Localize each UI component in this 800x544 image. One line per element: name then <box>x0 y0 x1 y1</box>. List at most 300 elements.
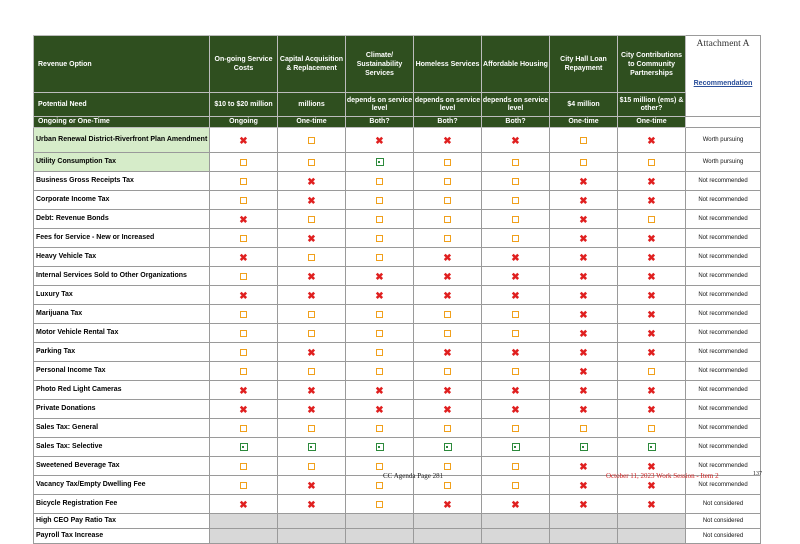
red-x-icon: ✖ <box>375 386 384 397</box>
red-x-icon: ✖ <box>579 310 588 321</box>
red-x-icon: ✖ <box>239 500 248 511</box>
revenue-option-label: Bicycle Registration Fee <box>34 495 210 514</box>
revenue-option-label: Motor Vehicle Rental Tax <box>34 324 210 343</box>
attachment-label: Attachment A <box>696 39 750 49</box>
mark-cell <box>482 400 550 419</box>
red-x-icon: ✖ <box>443 348 452 359</box>
table-row <box>34 381 761 400</box>
empty-cell <box>618 529 686 544</box>
mark-cell <box>482 229 550 248</box>
orange-box-icon <box>376 501 383 508</box>
recommendation-value: Not recommended <box>686 229 761 248</box>
recommendation-value: Not recommended <box>686 400 761 419</box>
recommendation-value: Not recommended <box>686 305 761 324</box>
mark-cell <box>550 128 618 153</box>
mark-cell <box>278 438 346 457</box>
empty-cell <box>210 514 278 529</box>
agenda-page-label: CC Agenda Page 281 <box>383 472 444 480</box>
mark-cell <box>210 476 278 495</box>
mark-cell <box>278 248 346 267</box>
potential-need-c2: millions <box>278 93 346 117</box>
mark-cell <box>278 153 346 172</box>
orange-box-icon <box>376 425 383 432</box>
orange-box-icon <box>444 235 451 242</box>
mark-cell <box>278 400 346 419</box>
table-row <box>34 419 761 438</box>
empty-cell <box>550 529 618 544</box>
header-revenue-option: Revenue Option <box>34 36 210 93</box>
orange-box-icon <box>240 330 247 337</box>
red-x-icon: ✖ <box>443 386 452 397</box>
mark-cell <box>618 305 686 324</box>
orange-box-icon <box>240 349 247 356</box>
mark-cell <box>346 267 414 286</box>
green-box-icon <box>580 443 588 451</box>
mark-cell <box>278 381 346 400</box>
red-x-icon: ✖ <box>579 462 588 473</box>
mark-cell <box>550 438 618 457</box>
red-x-icon: ✖ <box>647 291 656 302</box>
mark-cell <box>550 324 618 343</box>
revenue-option-label: Sales Tax: Selective <box>34 438 210 457</box>
header-affordable-housing: Affordable Housing <box>482 36 550 93</box>
mark-cell <box>414 128 482 153</box>
ongoing-c5: Both? <box>482 117 550 128</box>
orange-box-icon <box>512 425 519 432</box>
potential-need-label: Potential Need <box>34 93 210 117</box>
mark-cell <box>278 362 346 381</box>
orange-box-icon <box>512 235 519 242</box>
red-x-icon: ✖ <box>647 310 656 321</box>
red-x-icon: ✖ <box>579 196 588 207</box>
table-row <box>34 343 761 362</box>
orange-box-icon <box>376 235 383 242</box>
mark-cell <box>346 229 414 248</box>
ongoing-label: Ongoing or One-Time <box>34 117 210 128</box>
mark-cell <box>414 305 482 324</box>
table-row <box>34 210 761 229</box>
red-x-icon: ✖ <box>579 500 588 511</box>
mark-cell <box>278 286 346 305</box>
green-box-icon <box>240 443 248 451</box>
red-x-icon: ✖ <box>443 253 452 264</box>
mark-cell <box>618 153 686 172</box>
red-x-icon: ✖ <box>443 291 452 302</box>
orange-box-icon <box>308 137 315 144</box>
mark-cell <box>210 343 278 362</box>
mark-cell <box>346 248 414 267</box>
orange-box-icon <box>512 178 519 185</box>
table-row <box>34 400 761 419</box>
table-row <box>34 286 761 305</box>
table-row <box>34 172 761 191</box>
orange-box-icon <box>580 159 587 166</box>
orange-box-icon <box>648 159 655 166</box>
red-x-icon: ✖ <box>239 291 248 302</box>
mark-cell <box>278 210 346 229</box>
revenue-option-label: Heavy Vehicle Tax <box>34 248 210 267</box>
mark-cell <box>278 457 346 476</box>
recommendation-value: Not recommended <box>686 324 761 343</box>
mark-cell <box>482 495 550 514</box>
orange-box-icon <box>240 368 247 375</box>
table-row <box>34 191 761 210</box>
mark-cell <box>618 495 686 514</box>
mark-cell <box>346 438 414 457</box>
table-row <box>34 248 761 267</box>
recommendation-value: Worth pursuing <box>686 128 761 153</box>
table-row <box>34 229 761 248</box>
red-x-icon: ✖ <box>647 329 656 340</box>
mark-cell <box>550 305 618 324</box>
table-row <box>34 529 761 544</box>
red-x-icon: ✖ <box>647 405 656 416</box>
mark-cell <box>550 495 618 514</box>
red-x-icon: ✖ <box>307 234 316 245</box>
red-x-icon: ✖ <box>511 348 520 359</box>
mark-cell <box>482 267 550 286</box>
recommendation-value: Worth pursuing <box>686 153 761 172</box>
orange-box-icon <box>308 216 315 223</box>
empty-cell <box>414 514 482 529</box>
mark-cell <box>618 210 686 229</box>
orange-box-icon <box>308 254 315 261</box>
revenue-option-label: Luxury Tax <box>34 286 210 305</box>
revenue-options-table <box>33 35 761 544</box>
mark-cell <box>618 267 686 286</box>
mark-cell <box>550 343 618 362</box>
recommendation-value: Not recommended <box>686 210 761 229</box>
mark-cell <box>618 248 686 267</box>
mark-cell <box>618 400 686 419</box>
mark-cell <box>414 248 482 267</box>
mark-cell <box>414 495 482 514</box>
green-box-icon <box>512 443 520 451</box>
empty-cell <box>346 529 414 544</box>
empty-cell <box>550 514 618 529</box>
mark-cell <box>482 457 550 476</box>
orange-box-icon <box>240 425 247 432</box>
orange-box-icon <box>512 463 519 470</box>
recommendation-value: Not recommended <box>686 267 761 286</box>
red-x-icon: ✖ <box>511 500 520 511</box>
mark-cell <box>482 191 550 210</box>
revenue-option-label: Private Donations <box>34 400 210 419</box>
recommendation-value: Not recommended <box>686 191 761 210</box>
red-x-icon: ✖ <box>647 196 656 207</box>
mark-cell <box>210 267 278 286</box>
red-x-icon: ✖ <box>375 136 384 147</box>
red-x-icon: ✖ <box>579 253 588 264</box>
orange-box-icon <box>308 463 315 470</box>
potential-need-c4: depends on service level <box>414 93 482 117</box>
red-x-icon: ✖ <box>647 348 656 359</box>
mark-cell <box>210 400 278 419</box>
revenue-option-label: Marijuana Tax <box>34 305 210 324</box>
mark-cell <box>550 172 618 191</box>
orange-box-icon <box>376 178 383 185</box>
recommendation-link[interactable]: Recommendation <box>693 80 753 87</box>
mark-cell <box>618 172 686 191</box>
table-body <box>34 128 761 544</box>
revenue-option-label: Photo Red Light Cameras <box>34 381 210 400</box>
ongoing-c2: One-time <box>278 117 346 128</box>
mark-cell <box>210 210 278 229</box>
empty-cell <box>482 529 550 544</box>
mark-cell <box>482 362 550 381</box>
recommendation-value: Not recommended <box>686 362 761 381</box>
red-x-icon: ✖ <box>443 500 452 511</box>
orange-box-icon <box>512 197 519 204</box>
mark-cell <box>210 419 278 438</box>
mark-cell <box>278 229 346 248</box>
orange-box-icon <box>512 482 519 489</box>
orange-box-icon <box>240 463 247 470</box>
mark-cell <box>482 343 550 362</box>
recommendation-value: Not recommended <box>686 343 761 362</box>
empty-cell <box>414 529 482 544</box>
mark-cell <box>482 438 550 457</box>
header-ongoing-service-costs: On-going Service Costs <box>210 36 278 93</box>
potential-need-c7: $15 million (ems) & other? <box>618 93 686 117</box>
green-box-icon <box>376 443 384 451</box>
orange-box-icon <box>580 425 587 432</box>
red-x-icon: ✖ <box>307 481 316 492</box>
mark-cell <box>618 128 686 153</box>
red-x-icon: ✖ <box>239 215 248 226</box>
revenue-option-label: Utility Consumption Tax <box>34 153 210 172</box>
mark-cell <box>210 495 278 514</box>
red-x-icon: ✖ <box>307 272 316 283</box>
orange-box-icon <box>512 311 519 318</box>
revenue-option-label: Sweetened Beverage Tax <box>34 457 210 476</box>
green-box-icon <box>376 158 384 166</box>
mark-cell <box>414 267 482 286</box>
ongoing-c3: Both? <box>346 117 414 128</box>
mark-cell <box>550 286 618 305</box>
mark-cell <box>210 229 278 248</box>
red-x-icon: ✖ <box>579 405 588 416</box>
potential-need-c1: $10 to $20 million <box>210 93 278 117</box>
mark-cell <box>414 286 482 305</box>
mark-cell <box>618 324 686 343</box>
orange-box-icon <box>240 178 247 185</box>
mark-cell <box>278 419 346 438</box>
mark-cell <box>210 191 278 210</box>
mark-cell <box>414 438 482 457</box>
mark-cell <box>278 128 346 153</box>
mark-cell <box>278 191 346 210</box>
mark-cell <box>210 438 278 457</box>
revenue-option-label: Urban Renewal District-Riverfront Plan Amendment <box>34 128 210 153</box>
mark-cell <box>482 128 550 153</box>
orange-box-icon <box>240 311 247 318</box>
mark-cell <box>482 248 550 267</box>
ongoing-c1: Ongoing <box>210 117 278 128</box>
table-row <box>34 514 761 529</box>
red-x-icon: ✖ <box>307 386 316 397</box>
empty-cell <box>210 529 278 544</box>
recommendation-value: Not recommended <box>686 438 761 457</box>
red-x-icon: ✖ <box>579 329 588 340</box>
mark-cell <box>414 400 482 419</box>
mark-cell <box>346 191 414 210</box>
mark-cell <box>550 381 618 400</box>
recommendation-value: Not recommended <box>686 476 761 495</box>
recommendation-value: Not recommended <box>686 248 761 267</box>
orange-box-icon <box>512 368 519 375</box>
orange-box-icon <box>376 368 383 375</box>
mark-cell <box>346 343 414 362</box>
mark-cell <box>414 381 482 400</box>
mark-cell <box>210 305 278 324</box>
mark-cell <box>482 172 550 191</box>
mark-cell <box>346 495 414 514</box>
orange-box-icon <box>308 330 315 337</box>
revenue-option-label: Internal Services Sold to Other Organizations <box>34 267 210 286</box>
potential-need-c6: $4 million <box>550 93 618 117</box>
mark-cell <box>414 324 482 343</box>
mark-cell <box>482 381 550 400</box>
empty-cell <box>346 514 414 529</box>
mark-cell <box>550 191 618 210</box>
mark-cell <box>346 419 414 438</box>
mark-cell <box>210 248 278 267</box>
mark-cell <box>482 419 550 438</box>
revenue-option-label: Payroll Tax Increase <box>34 529 210 544</box>
ongoing-blank-cell <box>686 117 761 128</box>
revenue-option-label: Debt: Revenue Bonds <box>34 210 210 229</box>
red-x-icon: ✖ <box>647 234 656 245</box>
mark-cell <box>550 229 618 248</box>
mark-cell <box>414 419 482 438</box>
red-x-icon: ✖ <box>579 386 588 397</box>
header-city-contributions: City Contributions to Community Partnerships <box>618 36 686 93</box>
recommendation-value: Not recommended <box>686 172 761 191</box>
mark-cell <box>210 324 278 343</box>
empty-cell <box>482 514 550 529</box>
orange-box-icon <box>444 463 451 470</box>
orange-box-icon <box>376 349 383 356</box>
mark-cell <box>550 400 618 419</box>
orange-box-icon <box>444 216 451 223</box>
mark-cell <box>618 286 686 305</box>
mark-cell <box>346 153 414 172</box>
mark-cell <box>346 305 414 324</box>
red-x-icon: ✖ <box>307 405 316 416</box>
mark-cell <box>482 476 550 495</box>
orange-box-icon <box>580 137 587 144</box>
orange-box-icon <box>376 463 383 470</box>
recommendation-value: Not considered <box>686 529 761 544</box>
mark-cell <box>414 191 482 210</box>
red-x-icon: ✖ <box>239 136 248 147</box>
red-x-icon: ✖ <box>579 348 588 359</box>
mark-cell <box>278 495 346 514</box>
empty-cell <box>278 514 346 529</box>
red-x-icon: ✖ <box>647 462 656 473</box>
orange-box-icon <box>308 311 315 318</box>
mark-cell <box>210 362 278 381</box>
empty-cell <box>278 529 346 544</box>
mark-cell <box>278 305 346 324</box>
mark-cell <box>278 476 346 495</box>
mark-cell <box>618 362 686 381</box>
red-x-icon: ✖ <box>307 177 316 188</box>
orange-box-icon <box>444 197 451 204</box>
mark-cell <box>414 229 482 248</box>
orange-box-icon <box>240 159 247 166</box>
mark-cell <box>278 172 346 191</box>
red-x-icon: ✖ <box>579 177 588 188</box>
orange-box-icon <box>308 425 315 432</box>
red-x-icon: ✖ <box>375 272 384 283</box>
mark-cell <box>278 324 346 343</box>
mark-cell <box>618 343 686 362</box>
header-capital-acquisition: Capital Acquisition & Replacement <box>278 36 346 93</box>
recommendation-value: Not recommended <box>686 457 761 476</box>
orange-box-icon <box>376 311 383 318</box>
header-homeless-services: Homeless Services <box>414 36 482 93</box>
red-x-icon: ✖ <box>647 386 656 397</box>
red-x-icon: ✖ <box>511 405 520 416</box>
orange-box-icon <box>444 482 451 489</box>
mark-cell <box>210 128 278 153</box>
revenue-option-label: Corporate Income Tax <box>34 191 210 210</box>
mark-cell <box>618 381 686 400</box>
recommendation-value: Not recommended <box>686 286 761 305</box>
orange-box-icon <box>512 330 519 337</box>
mark-cell <box>482 210 550 229</box>
header-climate-sustainability: Climate/ Sustainability Services <box>346 36 414 93</box>
orange-box-icon <box>308 159 315 166</box>
mark-cell <box>482 153 550 172</box>
mark-cell <box>482 305 550 324</box>
revenue-option-label: Fees for Service - New or Increased <box>34 229 210 248</box>
empty-cell <box>618 514 686 529</box>
mark-cell <box>346 172 414 191</box>
red-x-icon: ✖ <box>579 481 588 492</box>
red-x-icon: ✖ <box>647 136 656 147</box>
revenue-option-label: Parking Tax <box>34 343 210 362</box>
ongoing-c7: One-time <box>618 117 686 128</box>
orange-box-icon <box>240 197 247 204</box>
orange-box-icon <box>444 368 451 375</box>
mark-cell <box>346 400 414 419</box>
mark-cell <box>550 210 618 229</box>
mark-cell <box>550 362 618 381</box>
red-x-icon: ✖ <box>579 215 588 226</box>
green-box-icon <box>444 443 452 451</box>
red-x-icon: ✖ <box>579 367 588 378</box>
orange-box-icon <box>512 216 519 223</box>
revenue-option-label: Vacancy Tax/Empty Dwelling Fee <box>34 476 210 495</box>
mark-cell <box>210 172 278 191</box>
red-x-icon: ✖ <box>307 348 316 359</box>
red-x-icon: ✖ <box>579 291 588 302</box>
orange-box-icon <box>376 216 383 223</box>
ongoing-c6: One-time <box>550 117 618 128</box>
red-x-icon: ✖ <box>375 405 384 416</box>
mark-cell <box>618 191 686 210</box>
red-x-icon: ✖ <box>511 291 520 302</box>
table-row <box>34 362 761 381</box>
mark-cell <box>210 153 278 172</box>
revenue-option-label: Business Gross Receipts Tax <box>34 172 210 191</box>
mark-cell <box>550 248 618 267</box>
orange-box-icon <box>444 178 451 185</box>
orange-box-icon <box>444 311 451 318</box>
